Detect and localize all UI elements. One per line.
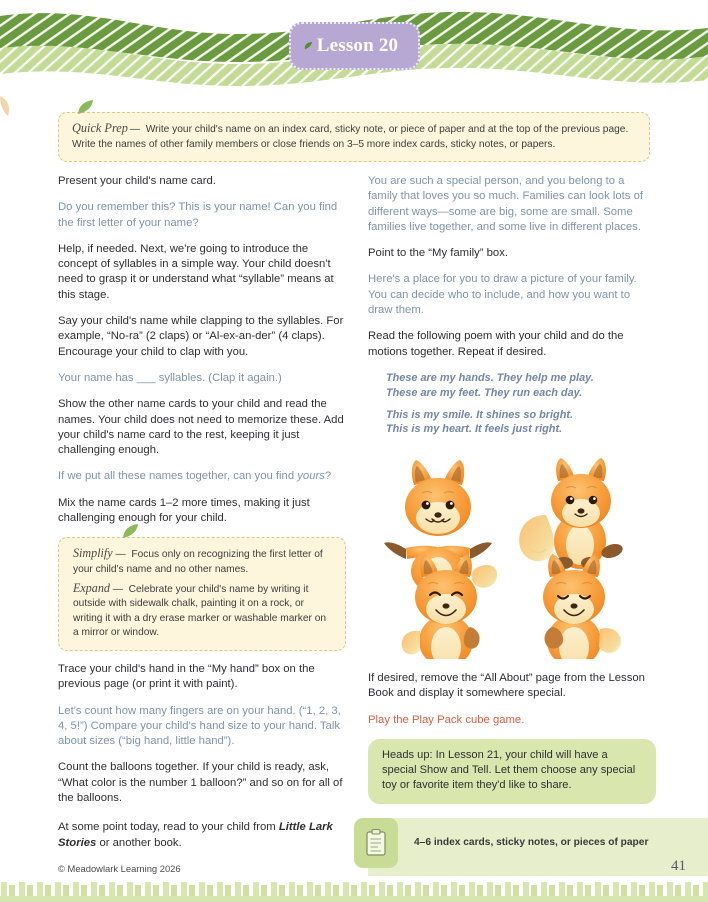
paragraph: Point to the “My family” box. bbox=[368, 247, 509, 260]
paragraph: You are such a special person, and you belong to a family that loves you so much. Families can look lots of different ways—some are big, some are small. Some families live together, and some live in different places. bbox=[368, 175, 644, 233]
poem-line: These are my hands. They help me play. bbox=[386, 371, 594, 384]
poem-line: This is my smile. It shines so bright. bbox=[386, 408, 574, 421]
simplify-dash: — bbox=[115, 549, 126, 561]
poem-line: These are my feet. They run each day. bbox=[386, 386, 583, 399]
quick-prep-dash: — bbox=[129, 124, 141, 135]
read-prefix: At some point today, read to your child from bbox=[58, 821, 279, 834]
read-suffix: or another book. bbox=[96, 836, 182, 849]
paragraph: Your name has ___ syllables. (Clap it again.) bbox=[58, 371, 282, 384]
poem bbox=[386, 371, 656, 437]
expand-title: Expand bbox=[73, 580, 110, 595]
quick-prep-body: Write your child's name on an index card, sticky note, or piece of paper and at the top of the previous page. Write the names of other family members or close friends on 3–5 more index cards, sticky notes, or papers. bbox=[72, 124, 629, 151]
paragraph: Present your child's name card. bbox=[58, 175, 216, 187]
page-number: 41 bbox=[671, 858, 686, 874]
poem-stanza bbox=[386, 371, 656, 401]
four-foxes-illustration bbox=[374, 449, 650, 659]
leaf-icon bbox=[304, 41, 313, 52]
fox-hand-on-heart bbox=[543, 554, 621, 659]
clipboard-icon bbox=[365, 829, 387, 857]
paragraph: Here's a place for you to draw a picture of your family. You can decide who to include, and how you want to draw them. bbox=[368, 273, 637, 317]
read-book-title: Little Lark Stories bbox=[58, 821, 333, 849]
simplify-text: Focus only on recognizing the first letter of your child's name and no other names. bbox=[73, 549, 323, 575]
heads-up-text: Heads up: In Lesson 21, your child will have a special Show and Tell. Let them choose any special toy or favorite item they'd like to share. bbox=[382, 749, 636, 792]
expand-text: Celebrate your child's name by writing it outside with sidewalk chalk, painting it on a rock, or writing it with a dry erase marker or washable marker on a mirror or window. bbox=[73, 583, 327, 639]
paragraph: Mix the name cards 1–2 more times, making it just challenging enough for your child. bbox=[58, 496, 310, 525]
paragraph: Say your child's name while clapping to the syllables. For example, “No-ra” (2 claps) or “Al-ex-an-der” (4 claps). Encourage your child to clap with you. bbox=[58, 315, 344, 358]
paragraph-read-aloud bbox=[58, 820, 346, 851]
paragraph: Let's count how many fingers are on your hand. (“1, 2, 3, 4, 5!”) Compare your child's hand size to your hand. Talk about sizes (“big hand, little hand”). bbox=[58, 704, 341, 748]
edge-leaf-icon bbox=[0, 96, 12, 118]
paragraph: Help, if needed. Next, we're going to introduce the concept of syllables in a simple way. Your child doesn't need to grasp it or understand what “syllable” means at this stage. bbox=[58, 242, 334, 301]
tipbox-leaf-icon bbox=[123, 524, 139, 539]
paragraph: If desired, remove the “All About” page from the Lesson Book and display it somewhere special. bbox=[368, 672, 645, 700]
poem-stanza bbox=[386, 408, 656, 438]
expand-dash: — bbox=[112, 583, 123, 595]
find-yours-suffix: ? bbox=[324, 470, 332, 483]
paragraph: Do you remember this? This is your name! Can you find the first letter of your name? bbox=[58, 201, 338, 229]
paragraph: Trace your child's hand in the “My hand” box on the previous page (or print it with paint). bbox=[58, 662, 315, 691]
simplify-title: Simplify bbox=[73, 546, 113, 561]
lesson-badge-label: Lesson 20 bbox=[316, 35, 399, 56]
lesson-badge bbox=[289, 22, 420, 70]
paragraph-find-yours bbox=[58, 469, 346, 484]
fox-sitting bbox=[519, 458, 624, 569]
quick-prep-text bbox=[72, 121, 636, 152]
heads-up-box bbox=[368, 739, 656, 804]
find-yours-italic: yours bbox=[297, 470, 325, 483]
materials-icon-tab bbox=[354, 818, 398, 868]
quick-prep-title: Quick Prep bbox=[72, 121, 128, 135]
copyright-notice: © Meadowlark Learning 2026 bbox=[58, 863, 181, 874]
materials-text: 4–6 index cards, sticky notes, or pieces of paper bbox=[414, 837, 649, 848]
simplify-expand-box bbox=[58, 537, 346, 651]
expand-line bbox=[73, 581, 333, 641]
left-column bbox=[58, 174, 346, 862]
paragraph-play-pack: Play the Play Pack cube game. bbox=[368, 713, 525, 726]
poem-line: This is my heart. It feels just right. bbox=[386, 423, 563, 436]
paragraph: Show the other name cards to your child and read the names. Your child does not need to memorize these. Add your child's name card to the rest, keeping it just challenging enough. bbox=[58, 398, 344, 457]
quickprep-leaf-icon bbox=[78, 100, 94, 115]
right-column bbox=[368, 174, 656, 817]
find-yours-prefix: If we put all these names together, can you find bbox=[58, 470, 298, 483]
materials-bar bbox=[368, 818, 708, 876]
bottom-border-decoration bbox=[0, 878, 708, 902]
paragraph: Read the following poem with your child and do the motions together. Repeat if desired. bbox=[368, 330, 624, 358]
simplify-line bbox=[73, 546, 333, 577]
quick-prep-box bbox=[58, 112, 650, 162]
paragraph: Count the balloons together. If your child is ready, ask, “What color is the number 1 balloon?” and so on for all of the balloons. bbox=[58, 761, 343, 804]
